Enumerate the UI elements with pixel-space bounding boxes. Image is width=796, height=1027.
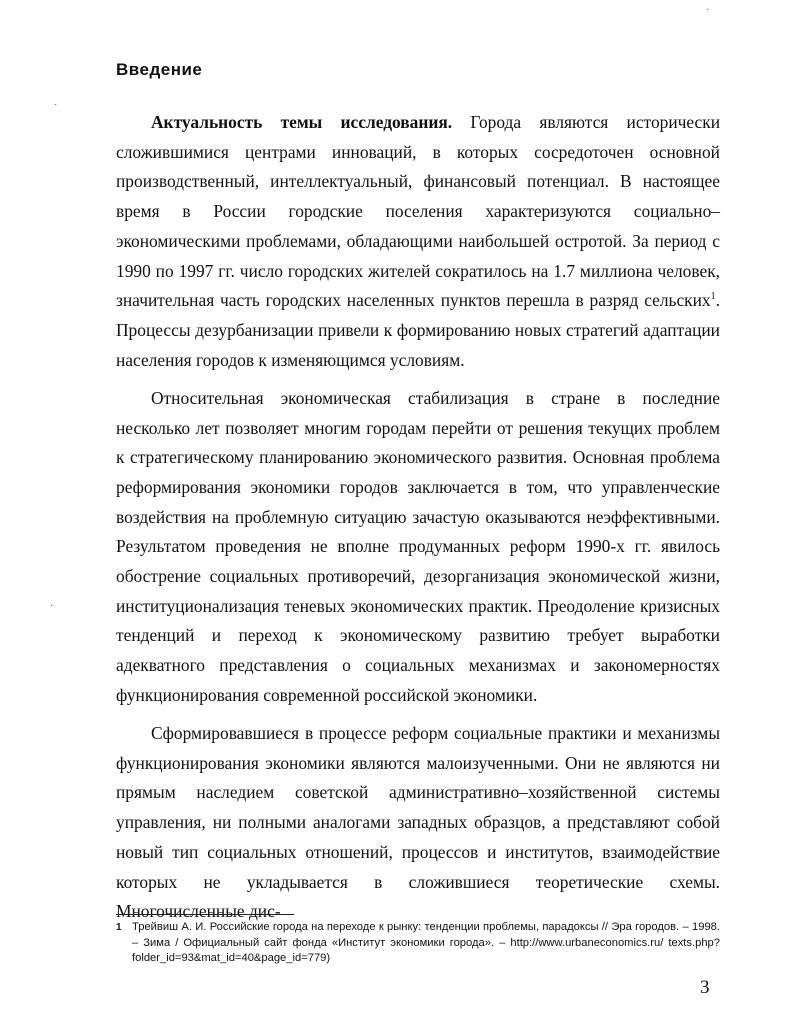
paragraph-text: Города являются исторически сложившимися центрами инноваций, в которых сосредоточен основной производственный, интеллектуальный, финансовый потенциал. В настоящее время в России городские поселения характеризуются социально–экономическими проблемами, обладающими наибольшей остротой. За период с 1990 по 1997 гг. число городских жителей сократилось на 1.7 миллиона человек, значительная часть городских населенных пунктов перешла в разряд сельских: [116, 112, 721, 311]
footnote-text: Трейвиш А. И. Российские города на переходе к рынку: тенденции проблемы, парадоксы // Эра городов. – 1998. – Зима / Официальный сайт фонда «Институт экономики города». – http://www.urbaneconomics.ru/ texts.php?folder_id=93&mat_id=40&page_id=779): [132, 921, 720, 964]
paragraph-lead: Актуальность темы исследования.: [151, 112, 453, 132]
footnote: [116, 920, 720, 967]
scan-artifact: ˙: [54, 103, 58, 114]
footnote-mark: 1: [116, 922, 122, 933]
section-heading: Введение: [116, 60, 203, 79]
page-number: 3: [700, 977, 710, 998]
body-text: [116, 108, 720, 927]
paragraph-stabilization: Относительная экономическая стабилизация в стране в последние несколько лет позволяет многим городам перейти от решения текущих проблем к стратегическому планированию экономического развития. Основная проблема реформирования экономики городов заключается в том, что управленческие воздействия на проблемную ситуацию зачастую оказываются неэффективными. Результатом проведения не вполне продуманных реформ 1990-х гг. явилось обострение социальных противоречий, дезорганизация экономической жизни, институционализация теневых экономических практик. Преодоление кризисных тенденций и переход к экономическому развитию требует выработки адекватного представления о социальных механизмах и закономерностях функционирования современной российской экономики.: [116, 387, 720, 705]
footnote-separator: [116, 914, 294, 915]
paragraph-relevance: [116, 108, 720, 375]
scan-artifact: ·: [50, 601, 54, 612]
paragraph-text-continued: . Процессы дезурбанизации привели к формированию новых стратегий адаптации населения городов к изменяющимся условиям.: [116, 290, 720, 370]
footnote-reference[interactable]: 1: [710, 291, 716, 303]
scan-artifact: ·: [706, 5, 710, 16]
paragraph-social-practices: Сформировавшиеся в процессе реформ социальные практики и механизмы функционирования экономики являются малоизученными. Они не являются ни прямым наследием советской административно–хозяйственной системы управления, ни полными аналогами западных образцов, а представляют собой новый тип социальных отношений, процессов и институтов, взаимодействие которых не укладывается в сложившиеся теоретические схемы. Многочисленные дис-: [116, 723, 720, 922]
